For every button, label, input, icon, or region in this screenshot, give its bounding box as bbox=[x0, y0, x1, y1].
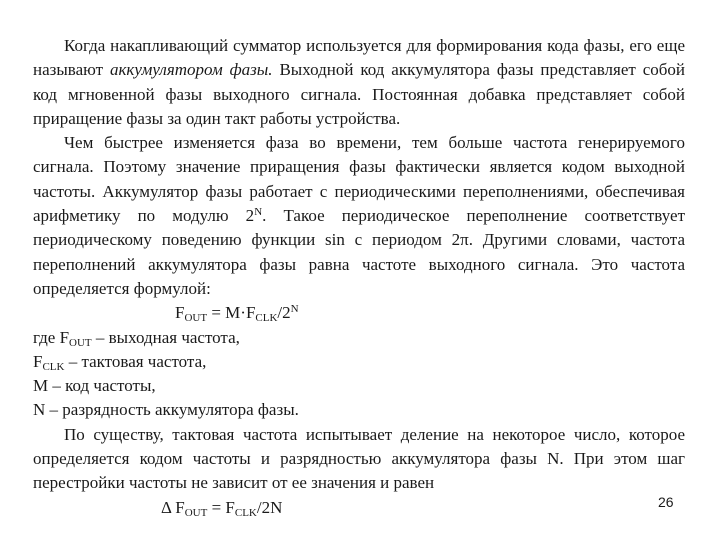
paragraph-text: Когда накапливающий сумматор используется для формирования кода фазы, его еще называют bbox=[33, 36, 685, 80]
paragraph-frequency-step: По существу, тактовая частота испытывает деление на некоторое число, которое определяется кодом частоты и разрядностью аккумулятора фазы N. При этом шаг перестройки частоты не зависит от ее значения и равен bbox=[33, 424, 685, 493]
formula-symbol: F bbox=[175, 303, 185, 323]
definition-m: M – код частоты, bbox=[33, 376, 156, 396]
definition-text: – выходная частота, bbox=[91, 327, 240, 347]
subscript: CLK bbox=[234, 506, 257, 519]
paragraph-output-frequency bbox=[33, 131, 685, 301]
subscript: OUT bbox=[69, 336, 92, 349]
slide-body-text bbox=[33, 34, 685, 520]
paragraph-text: Выходной код аккумулятора фазы представляет собой код мгновенной фазы выходного сигнала. Постоянная добавка представляет собой приращение фазы за один такт работы устройства. bbox=[33, 60, 685, 128]
definition-fclk bbox=[33, 350, 685, 374]
formula-symbol: /2N bbox=[256, 497, 283, 517]
subscript: OUT bbox=[184, 312, 208, 325]
subscript: CLK bbox=[42, 360, 65, 373]
definition-text: где F bbox=[33, 327, 70, 347]
definition-n: N – разрядность аккумулятора фазы. bbox=[33, 400, 299, 420]
formula-symbol: = F bbox=[207, 497, 235, 517]
definition-text: – тактовая частота, bbox=[64, 351, 207, 371]
superscript: N bbox=[290, 303, 299, 316]
paragraph-text: . Такое периодическое переполнение соответствует периодическому поведению функции sin с периодом 2π. Другими словами, частота переполнений аккумулятора фазы равна частоте выходного сигнала. Это частота определяется формулой: bbox=[33, 206, 686, 298]
page-number: 26 bbox=[658, 494, 674, 510]
italic-term: аккумулятором фазы. bbox=[109, 60, 273, 80]
formula-output-frequency bbox=[33, 301, 685, 325]
paragraph-text: Чем быстрее изменяется фаза во времени, тем больше частота генерируемого сигнала. Поэтому значение приращения фазы фактически является кодом выходной частоты. Аккумулятор фазы работает с периодическими переполнениями, обеспечивая арифметику по модулю 2 bbox=[33, 133, 685, 226]
formula-symbol: Δ F bbox=[161, 497, 185, 517]
definition-text: F bbox=[33, 351, 43, 371]
formula-symbol: = M·F bbox=[207, 303, 256, 323]
formula-symbol: /2 bbox=[277, 303, 291, 323]
definition-fout bbox=[33, 326, 685, 350]
subscript: OUT bbox=[184, 506, 208, 519]
paragraph-phase-accumulator bbox=[33, 34, 685, 131]
subscript: CLK bbox=[255, 312, 278, 325]
formula-frequency-step bbox=[33, 496, 685, 520]
superscript: N bbox=[254, 206, 263, 219]
